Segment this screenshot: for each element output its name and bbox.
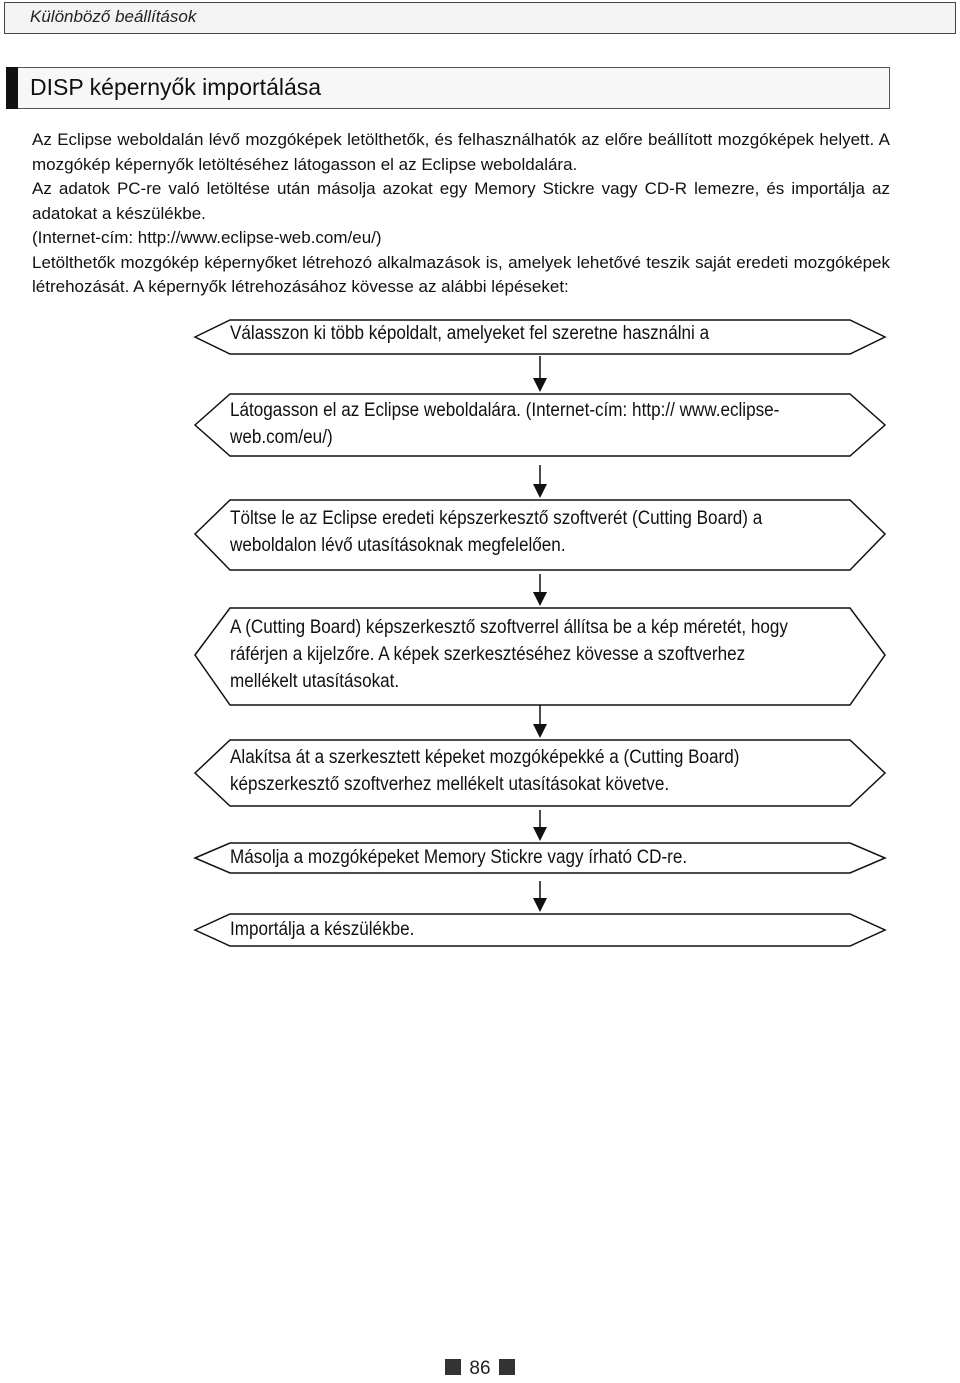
intro-paragraph-1: Az Eclipse weboldalán lévő mozgóképek letölthetők, és felhasználhatók az előre beállított mozgóképek helyett. A mozgókép képernyők letöltéséhez látogasson el az Eclipse weboldalára. [32, 130, 890, 174]
footer-square-right [499, 1359, 515, 1375]
arrow-4-5 [533, 705, 547, 738]
intro-paragraph-2: Az adatok PC-re való letöltése után másolja azokat egy Memory Stickre vagy CD-R lemezre, és importálja az adatokat a készülékbe. [32, 179, 890, 223]
step-text-6: Másolja a mozgóképeket Memory Stickre vagy írható CD-re. [230, 847, 688, 868]
running-header-title: Különböző beállítások [30, 7, 197, 26]
step-text-2: Látogasson el az Eclipse weboldalára. (Internet-cím: http:// www.eclipse-web.com/eu/) [230, 400, 780, 448]
arrow-2-3 [533, 465, 547, 498]
footer-square-left [445, 1359, 461, 1375]
step-text-7: Importálja a készülékbe. [230, 919, 415, 940]
arrow-5-6 [533, 810, 547, 841]
step-text-3: Töltse le az Eclipse eredeti képszerkesztő szoftverét (Cutting Board) a weboldalon lévő utasításoknak megfelelően. [230, 508, 763, 556]
arrow-1-2 [533, 356, 547, 392]
step-text-1: Válasszon ki több képoldalt, amelyeket fel szeretne használni a [230, 323, 710, 344]
page-number: 86 [469, 1358, 491, 1379]
arrow-6-7 [533, 881, 547, 912]
step-text-4: A (Cutting Board) képszerkesztő szoftverrel állítsa be a kép méretét, hogy ráférjen a kijelzőre. A képek szerkesztéséhez kövesse a szoftverhez mellékelt utasításokat. [230, 617, 788, 692]
section-heading: DISP képernyők importálása [30, 74, 322, 100]
intro-paragraph-3: (Internet-cím: http://www.eclipse-web.com/eu/) [32, 228, 382, 247]
page-footer [0, 1358, 960, 1380]
intro-paragraph-4: Letölthetők mozgókép képernyőket létrehozó alkalmazások is, amelyek lehetővé teszik saját eredeti mozgóképek létrehozását. A képernyők létrehozásához kövesse az alábbi lépéseket: [32, 252, 890, 296]
step-text-5: Alakítsa át a szerkesztett képeket mozgóképekké a (Cutting Board) képszerkesztő szoftverhez mellékelt utasításokat követve. [230, 747, 740, 795]
arrow-3-4 [533, 574, 547, 606]
